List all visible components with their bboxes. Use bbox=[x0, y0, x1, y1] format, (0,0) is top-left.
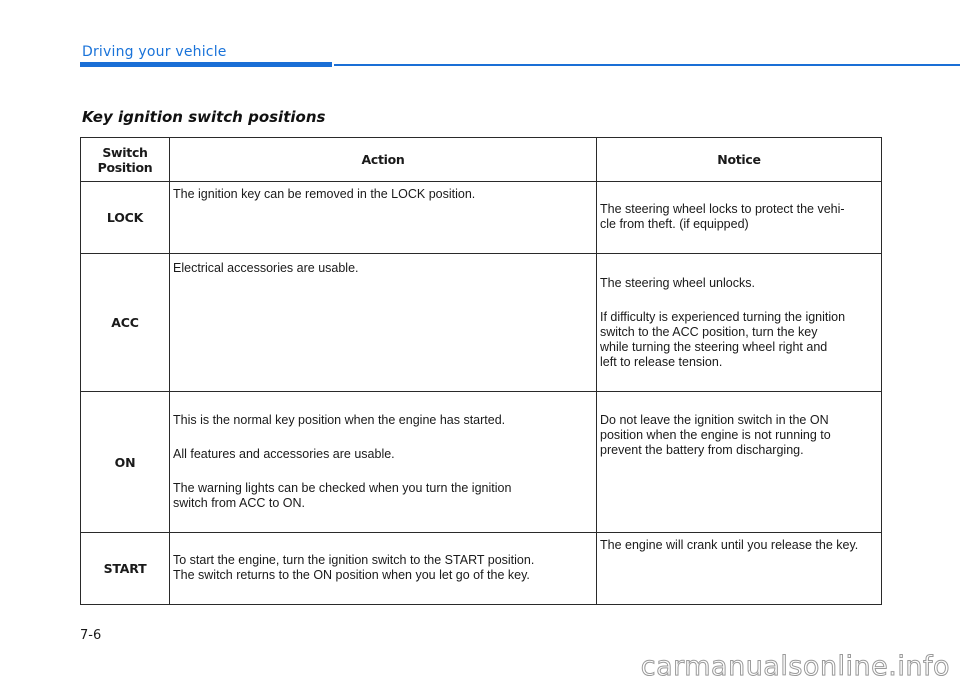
column-header-label: Switch Position bbox=[97, 144, 153, 175]
header-rule-thick bbox=[80, 62, 332, 67]
page-number: 7-6 bbox=[80, 628, 102, 643]
action-cell bbox=[170, 533, 597, 605]
column-header-action: Action bbox=[170, 138, 597, 182]
notice-cell bbox=[597, 182, 882, 254]
action-text: This is the normal key position when the engine has started. bbox=[173, 413, 506, 427]
action-text: The ignition key can be removed in the LOCK position. bbox=[173, 187, 476, 201]
table-row bbox=[81, 392, 882, 533]
notice-text: Do not leave the ignition switch in the ON position when the engine is not running to prevent the battery from discharging. bbox=[600, 413, 831, 457]
table-row bbox=[81, 254, 882, 392]
notice-cell bbox=[597, 392, 882, 533]
notice-text: The steering wheel locks to protect the vehi- cle from theft. (if equipped) bbox=[600, 202, 845, 231]
notice-text: The engine will crank until you release the key. bbox=[600, 538, 859, 552]
action-text: All features and accessories are usable. bbox=[173, 447, 395, 461]
switch-position-cell: ON bbox=[81, 392, 170, 533]
table-row bbox=[81, 182, 882, 254]
switch-positions-table bbox=[80, 137, 882, 605]
switch-position-cell: ACC bbox=[81, 254, 170, 392]
action-text: The warning lights can be checked when you turn the ignition switch from ACC to ON. bbox=[173, 481, 512, 510]
notice-cell bbox=[597, 533, 882, 605]
section-header: Driving your vehicle bbox=[82, 44, 227, 60]
action-text: To start the engine, turn the ignition switch to the START position. The switch returns to the ON position when you let go of the key. bbox=[173, 553, 535, 582]
watermark: carmanualsonline.info bbox=[640, 651, 950, 682]
column-header-switch-position bbox=[81, 138, 170, 182]
header-rule-thin bbox=[334, 64, 960, 66]
notice-text: If difficulty is experienced turning the ignition switch to the ACC position, turn the key while turning the steering wheel right and left to release tension. bbox=[600, 310, 846, 369]
action-text: Electrical accessories are usable. bbox=[173, 261, 359, 275]
action-cell bbox=[170, 182, 597, 254]
table-row bbox=[81, 533, 882, 605]
switch-position-cell: LOCK bbox=[81, 182, 170, 254]
page-title: Key ignition switch positions bbox=[82, 108, 326, 126]
action-cell bbox=[170, 254, 597, 392]
table-header-row bbox=[81, 138, 882, 182]
notice-text: The steering wheel unlocks. bbox=[600, 276, 755, 290]
notice-cell bbox=[597, 254, 882, 392]
column-header-notice: Notice bbox=[597, 138, 882, 182]
switch-position-cell: START bbox=[81, 533, 170, 605]
action-cell bbox=[170, 392, 597, 533]
